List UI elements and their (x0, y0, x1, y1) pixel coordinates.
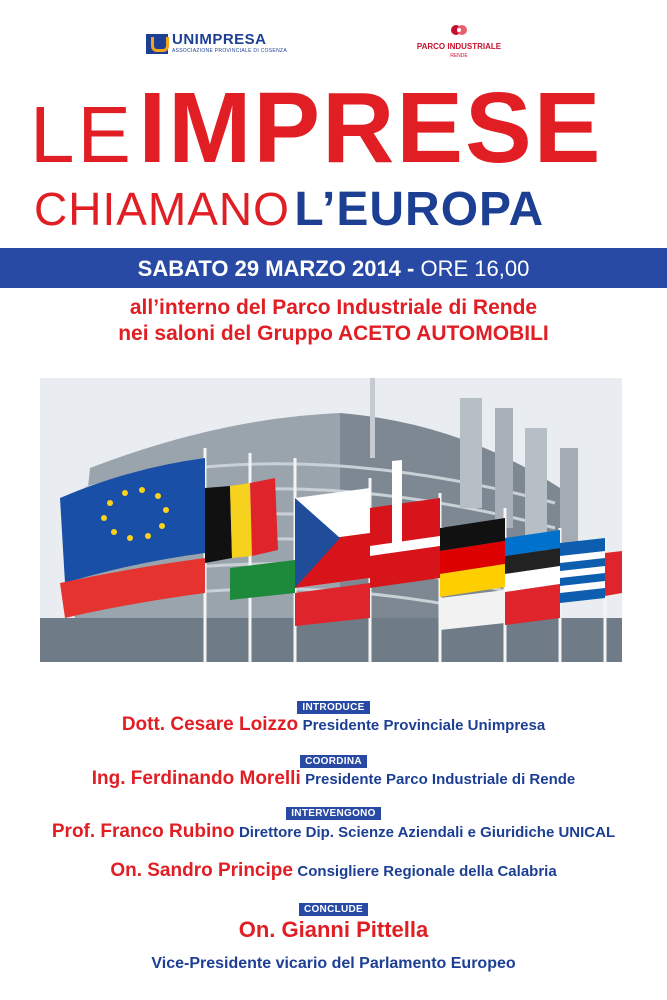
event-location (0, 295, 667, 347)
conclude-role: Vice-Presidente vicario del Parlamento Europeo (151, 955, 516, 972)
parco-logo-subtitle: RENDE (450, 53, 468, 59)
location-line-2: nei saloni del Gruppo ACETO AUTOMOBILI (118, 322, 549, 345)
coordina-row (0, 751, 667, 769)
date-banner (0, 248, 667, 288)
speaker2-name: On. Sandro Principe (110, 860, 293, 881)
introduce-row (0, 697, 667, 715)
location-line-1: all’interno del Parco Industriale di Rende (129, 296, 538, 319)
coordina-badge: COORDINA (300, 755, 367, 768)
title-europa: L’EUROPA (294, 183, 545, 236)
date-banner-text (0, 256, 667, 282)
coordina-role: Presidente Parco Industriale di Rende (305, 771, 576, 788)
title-line-2 (34, 183, 654, 236)
conclude-badge: CONCLUDE (299, 903, 368, 916)
introduce-name: Dott. Cesare Loizzo (121, 714, 299, 735)
event-date: SABATO 29 MARZO 2014 (137, 256, 401, 281)
unimpresa-logo-name: UNIMPRESA (172, 31, 267, 48)
parco-logo-icon (451, 22, 467, 38)
introduce-speaker-row (0, 714, 667, 736)
parco-industriale-logo (414, 22, 504, 66)
introduce-role: Presidente Provinciale Unimpresa (302, 717, 546, 734)
event-time: ORE 16,00 (420, 256, 530, 281)
coordina-name: Ing. Ferdinando Morelli (91, 768, 301, 789)
date-separator: - (400, 256, 421, 281)
speaker1-row (0, 821, 667, 843)
european-parliament-flags-photo (40, 378, 622, 662)
intervengono-row (0, 803, 667, 821)
unimpresa-logo-icon (146, 34, 168, 54)
conclude-role-row (0, 955, 667, 973)
title-le: LE (30, 90, 134, 179)
conclude-row (0, 899, 667, 917)
speaker1-name: Prof. Franco Rubino (51, 821, 235, 842)
title-line-1 (30, 72, 650, 188)
introduce-badge: INTRODUCE (297, 701, 369, 714)
speaker2-row (0, 860, 667, 882)
conclude-speaker-row (0, 917, 667, 943)
parco-logo-name: PARCO INDUSTRIALE (416, 42, 502, 51)
title-imprese: IMPRESE (138, 72, 603, 184)
title-chiamano: CHIAMANO (34, 183, 290, 235)
speaker2-role: Consigliere Regionale della Calabria (297, 863, 557, 880)
coordina-speaker-row (0, 768, 667, 790)
unimpresa-logo-subtitle: ASSOCIAZIONE PROVINCIALE DI COSENZA (172, 48, 287, 54)
intervengono-badge: INTERVENGONO (286, 807, 381, 820)
speaker1-role: Direttore Dip. Scienze Aziendali e Giuridiche UNICAL (238, 824, 616, 841)
unimpresa-logo (146, 32, 306, 58)
conclude-name: On. Gianni Pittella (238, 917, 429, 942)
